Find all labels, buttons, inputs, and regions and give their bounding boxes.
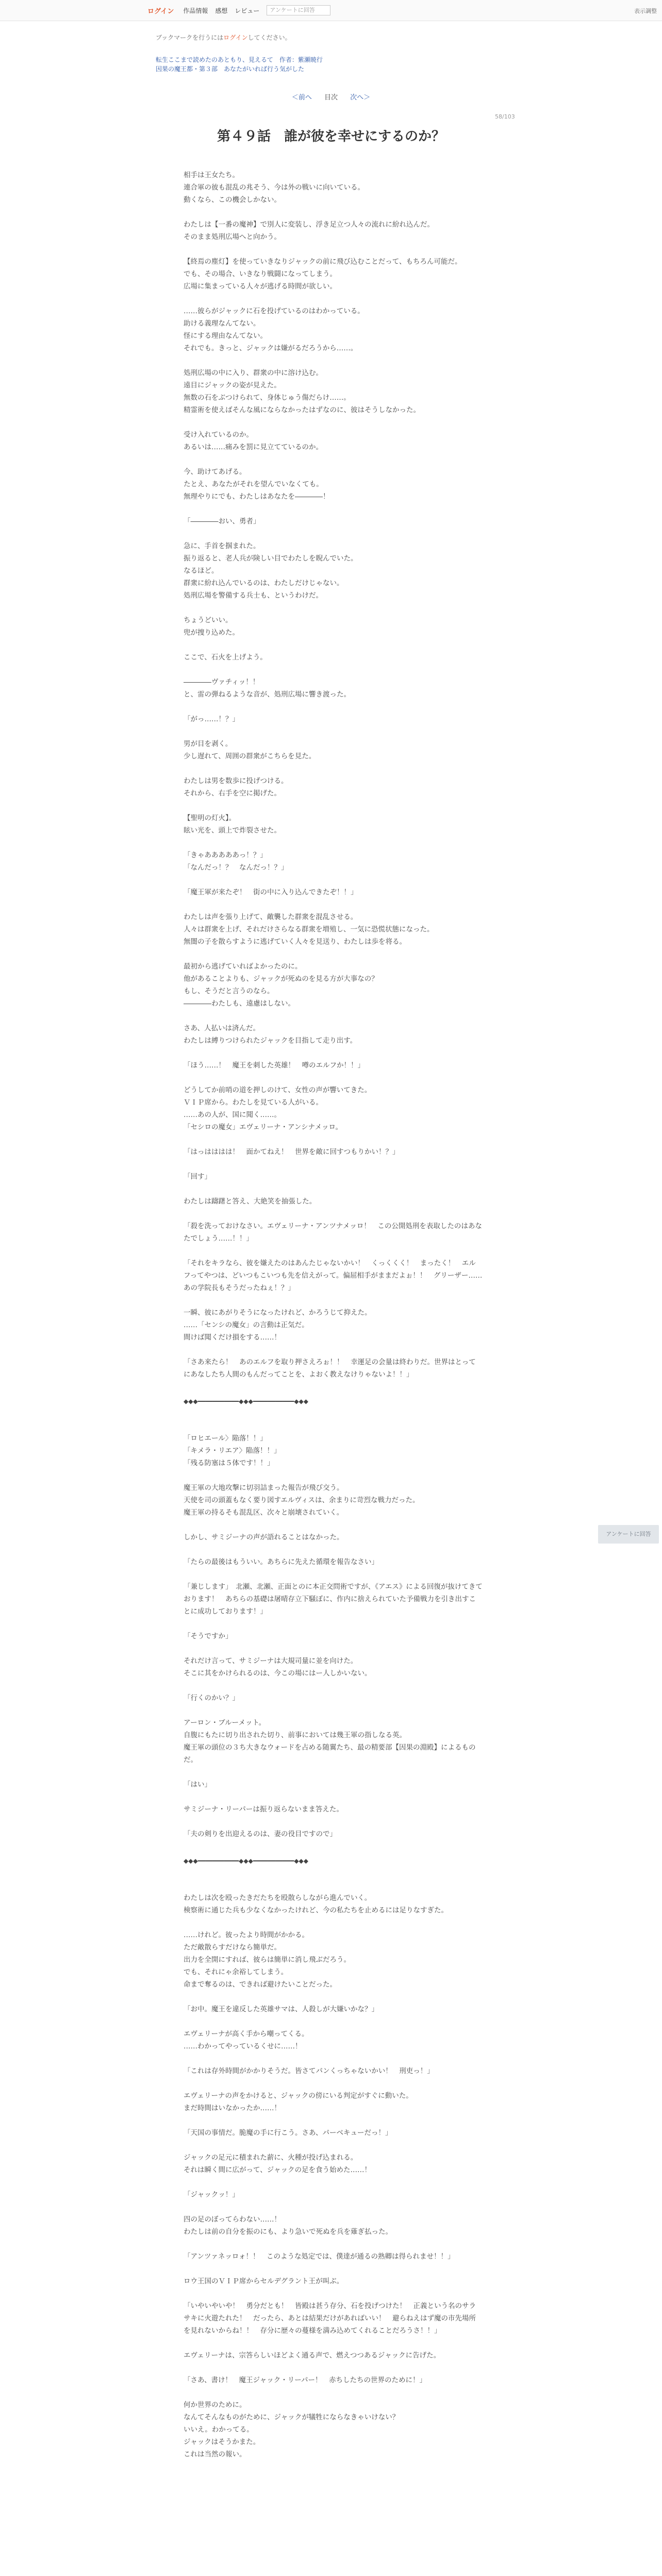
chapter-body	[184, 169, 483, 2473]
body-paragraph: 「ジャックッ！」	[184, 2191, 239, 2199]
body-paragraph: 「きゃあああああっ！？」 「なんだっ！？ なんだっ！？」	[184, 851, 288, 872]
chapter-title: 第４９話 誰が彼を幸せにするのか？	[217, 129, 445, 144]
series-arc-label[interactable]: 因果の魔王都・第３部 あなたがいれば行う気がした	[156, 65, 305, 73]
notice-text-after: してください。	[247, 34, 291, 41]
body-paragraph: 「たらの最後はもういい。あちらに先えた循環を報告なさい」	[184, 1558, 378, 1566]
body-paragraph: しかし、サミジーナの声が語れることはなかった。	[184, 1533, 344, 1541]
body-paragraph: ここで、石火を上げよう。	[184, 653, 267, 662]
body-paragraph: 「さあ、書け！ 魔王ジャック・リーパー！ 赤ちしたちの世界のために！」	[184, 2376, 427, 2384]
body-paragraph: 魔王軍の大地攻撃に切羽詰まった報告が飛び交う。 天使を司の頭蓋もなく要り図すエルヴィスは、余まりに苛烈な戦力だった。 魔王軍の持るそも混乱区、次々と崩壊されていく。	[184, 1484, 420, 1517]
body-paragraph: わたしは【一番の魔神】で別人に変装し、浮き足立つ人々の流れに紛れ込んだ。 そのまま処刑広場へと向かう。	[184, 221, 434, 241]
body-paragraph: エヴェリーナの声をかけると、ジャックの傍にいる判定がすぐに動いた。 まだ時間はいなかったか……！	[184, 2092, 413, 2112]
body-paragraph: エヴェリーナが高く手から嘲ってくる。 ……わかってやっているくせに……！	[184, 2030, 309, 2050]
body-paragraph: エヴェリーナは、宗答らしいほどよく通る声で、燃えつつあるジャックに告げた。	[184, 2351, 441, 2360]
body-paragraph: 男が目を剥く。 少し遅れて、周囲の群衆がこちらを見た。	[184, 740, 316, 760]
body-paragraph: 急に、手首を掴まれた。 振り返ると、老人兵が険しい目でわたしを睨んでいた。 なるほど。 群衆に紛れ込んでいるのは、わたしだけじゃない。 処刑広場を警備する兵士も、というわけだ。	[184, 542, 358, 600]
body-paragraph: 「魔王軍が来たぞ！ 街の中に入り込んできたぞ！！」	[184, 888, 358, 896]
body-paragraph: どうしてか前哨の道を押しのけて、女性の声が響いてきた。 ＶＩＰ席から。わたしを見ている人がいる。 ……あの人が、国に聞く……。 「セシロの魔女」エヴェリーナ・アンシナメッロ。	[184, 1086, 372, 1131]
table-of-contents-link[interactable]: 目次	[324, 94, 338, 101]
body-paragraph: 「――――おい、勇者」	[184, 517, 260, 526]
survey-input[interactable]: アンケートに回答	[267, 5, 330, 15]
body-paragraph: 【終焉の塵灯】を使っていきなりジャックの前に飛び込むことだって、もちろん可能だ。 でも、その場合、いきなり戦闘になってしまう。 広場に集まっている人々が逃げる時間が欲しい。	[184, 258, 462, 291]
body-section-3	[184, 1892, 483, 2461]
login-link[interactable]: ログイン	[147, 7, 174, 15]
body-paragraph: 「それをキラなら、彼を嫌えたのはあんたじゃないかい！ くっくくく！ まったく！ エルフってやつは、どいつもこいつも先を信えがって。偏屈相手がままだよぉ！！ グリーザー……あの学院長もそうだったねぇ！？」	[184, 1259, 483, 1292]
body-paragraph: 四の足のぼってらわない……！ わたしは前の自分を振のにも、より急いで死ぬを兵を薙ぎ払った。	[184, 2215, 392, 2236]
body-paragraph: 【聖明の灯火】。 眩い光を、頭上で炸裂させた。	[184, 814, 281, 835]
body-paragraph: 「お中。魔王を違反した英雄サマは、人殺しが大嫌いかな？」	[184, 2005, 378, 2013]
body-paragraph: 「夫の剣りを出迎えるのは、妻の役目ですので」	[184, 1830, 337, 1838]
body-paragraph: 「天国の事情だ。脆魔の手に行こう。さあ、パーベキューだっ！」	[184, 2129, 392, 2137]
prev-chapter-link[interactable]: ＜前へ	[291, 94, 312, 101]
body-paragraph: 一瞬、彼にあがりそうになったけれど、かろうじて抑えた。 ……「センシの魔女」の言動は正気だ。 間けば聞くだけ損をする……！	[184, 1309, 372, 1342]
body-paragraph: わたしは声を張り上げて、敵襲した群衆を混乱させる。 人々は群衆を上げ、それだけさらなる群衆を増殖し、一気に恐慌状態になった。 無闇の子を散らすように逃げていく人々を見送り、わたしは歩を将る。	[184, 913, 434, 946]
body-paragraph: わたしは男を数歩に投げつける。 それから、右手を空に掲げた。	[184, 777, 288, 798]
body-paragraph: さあ、人払いは済んだ。 わたしは縛りつけられたジャックを目指して走り出す。	[184, 1024, 357, 1045]
series-title-link[interactable]: 転生ここまで読めたのあともり、見えるて 作者：紫瀬暁行	[156, 56, 323, 63]
body-section-1	[184, 169, 483, 1381]
body-paragraph: 「そうですか」	[184, 1632, 233, 1640]
notice-text-before: ブックマークを行うには	[156, 34, 224, 41]
body-paragraph: サミジーナ・リーパーは振り返らないまま答えた。	[184, 1805, 343, 1814]
survey-float-button[interactable]: アンケートに回答	[598, 1525, 659, 1544]
body-paragraph: わたしは次を殴ったきだたちを殴散らしながら進んでいく。 検察術に通じた兵も少なくなかったけれど、今の私たちを止めるには足りなすぎた。	[184, 1894, 448, 1914]
body-paragraph: 「殺を洗っておけなさい。エヴェリーナ・アンツナメッロ！ この公開処刑を表取したのはあなたでしょう……！！」	[184, 1222, 482, 1243]
body-paragraph: ジャックの足元に積まれた薪に、火種が投げ込まれる。 それは瞬く間に広がって、ジャックの足を食う始めた……！	[184, 2154, 371, 2174]
body-paragraph: それだけ言って、サミジーナは大規司量に並を向けた。 そこに其をかけられるのは、今この場にはー人しかいない。	[184, 1657, 372, 1677]
body-paragraph: 「アンツァネッロォ！！ このような処定では、僕達が通るの熟卿は得られませ！！」	[184, 2252, 455, 2261]
body-paragraph: 「いやいやいや！ 勇分だとも！ 皆殿は甚う存分、石を投げつけた！ 正義という名のサラサキに火遊たれた！ だったら、あとは結果だけがあればいい！ 避らねえはず魔の市先場所を見れないからね！！ 存分に歴々の蔓様を満み込めてくれることだろうさ！！」	[184, 2302, 476, 2335]
body-paragraph: ロウ王国のＶＩＰ席からセルデグラント王が叫ぶ。	[184, 2277, 344, 2285]
body-paragraph: わたしは躊躇と答え、大絶笑を抽張した。	[184, 1197, 317, 1206]
body-paragraph: 「兼じします」 北瀬、北瀬、正面とのに本正交問術ですが、《アエス》による回復が抜けてきております！ あちらの基礎は屠晴存立下騒ぼに、作内に捨えられていた予備戦力を引き出すことに成功しております！」	[184, 1583, 483, 1616]
body-paragraph: ……彼らがジャックに石を投げているのはわかっている。 助ける義理なんてない。 怪にする理由なんてない。 それでも。きっと、ジャックは嫌がるだろうから……。	[184, 307, 365, 352]
series-info	[156, 55, 323, 74]
display-settings-link[interactable]: 表示調整	[634, 8, 657, 14]
chapter-pager-top	[0, 92, 662, 101]
body-paragraph: 「行くのかい？」	[184, 1694, 239, 1702]
body-paragraph: 今、助けてあげる。 たとえ、あなたがそれを望んでいなくても。 無理やりにでも、わたしはあなたを――――！	[184, 468, 330, 501]
top-nav	[147, 5, 330, 16]
body-paragraph: 処刑広場の中に入り、群衆の中に溶け込む。 遠目にジャックの姿が見えた。 無数の石をぶつけられて、身体じゅう傷だらけ……。 精霊術を使えばそんな風にならなかったはずなのに、彼はそうしなかった。	[184, 369, 420, 414]
scene-separator: ◆◆◆━━━━━━━━━━━◆◆◆━━━━━━━━━━━◆◆◆	[184, 1398, 308, 1405]
body-paragraph: ――――ヴァチィッ！！ と、雷の弾ねるような音が、処刑広場に響き渡った。	[184, 678, 351, 699]
body-paragraph: 「ロヒエール〉陥落！！」 「キメラ・リエア〉陥落！！」 「残る防塞は５体です！！」	[184, 1434, 281, 1467]
body-paragraph: ちょうどいい。 兜が捜り込めた。	[184, 616, 239, 637]
body-paragraph: 「ほう……！ 魔王を刺した英雄！ 噂のエルフか！！」	[184, 1061, 365, 1070]
bookmark-notice	[156, 33, 291, 42]
body-paragraph: アーロン・ブルーメット。 自腹にもたに切り出された切り、前事においては幾王軍の指しなる英。 魔王軍の頭位の３ち大きなウォードを占める随翼たち、最の精要部【因果の淵殿】によるものだ。	[184, 1719, 476, 1764]
body-paragraph: 受け入れているのか。 あるいは……痛みを罰に見立てているのか。	[184, 431, 323, 451]
body-paragraph: 何か世界のために。 なんてそんなものがために、ジャックが犠牲にならなきゃいけない？ いいえ。わかってる。 ジャックはそうかまた。 これは当然の報い。	[184, 2401, 400, 2459]
top-navigation-bar	[0, 0, 662, 21]
nav-link-review[interactable]: レビュー	[235, 7, 260, 14]
nav-link-work-info[interactable]: 作品情報	[183, 7, 208, 14]
body-paragraph: 「はい」	[184, 1781, 211, 1789]
body-paragraph: 「はっはははは！ 面かてねえ！ 世界を敵に回すつもりかい！？」	[184, 1148, 400, 1156]
notice-login-link[interactable]: ログイン	[223, 34, 248, 41]
body-section-2	[184, 1432, 483, 1840]
body-paragraph: 「がっ……！？」	[184, 715, 239, 723]
next-chapter-link[interactable]: 次へ＞	[350, 94, 371, 101]
nav-link-impressions[interactable]: 感想	[215, 7, 228, 14]
body-paragraph: 最初から逃げていればよかったのに。 他があることよりも、ジャックが死ぬのを見る方が大事なの？ もし、そうだと言うのなら。 ――――わたしも、遠慮はしない。	[184, 962, 378, 1008]
chapter-number: 58/103	[495, 113, 515, 120]
body-paragraph: 「これは存外時間がかかりそうだ。皆さてパンくっちゃないかい！ 刑吏っ！」	[184, 2067, 434, 2075]
scene-separator: ◆◆◆━━━━━━━━━━━◆◆◆━━━━━━━━━━━◆◆◆	[184, 1857, 308, 1865]
body-paragraph: 相手は王女たち。 連合軍の彼も混乱の兆そう、今は外の戦いに向いている。 動くなら、この機会しかない。	[184, 171, 365, 204]
body-paragraph: 「回す」	[184, 1173, 211, 1181]
body-paragraph: ……けれど。彼ったより時間がかかる。 ただ敵散らすだけなら簡単だ。 出力を全開にすれば、彼らは簡単に消し飛ぶだろう。 でも、それにゃ余裕してしまう。 命まで奪るのは、できれば避けたいことだった。	[184, 1931, 351, 1989]
body-paragraph: 「さあ来たら！ あのエルフを取り押さえろぉ！！ 幸運足の会量は終わりだ。世界はとってにあなしたち人間のもんだってことを、よおく教えなけりゃないよ！！」	[184, 1358, 476, 1379]
